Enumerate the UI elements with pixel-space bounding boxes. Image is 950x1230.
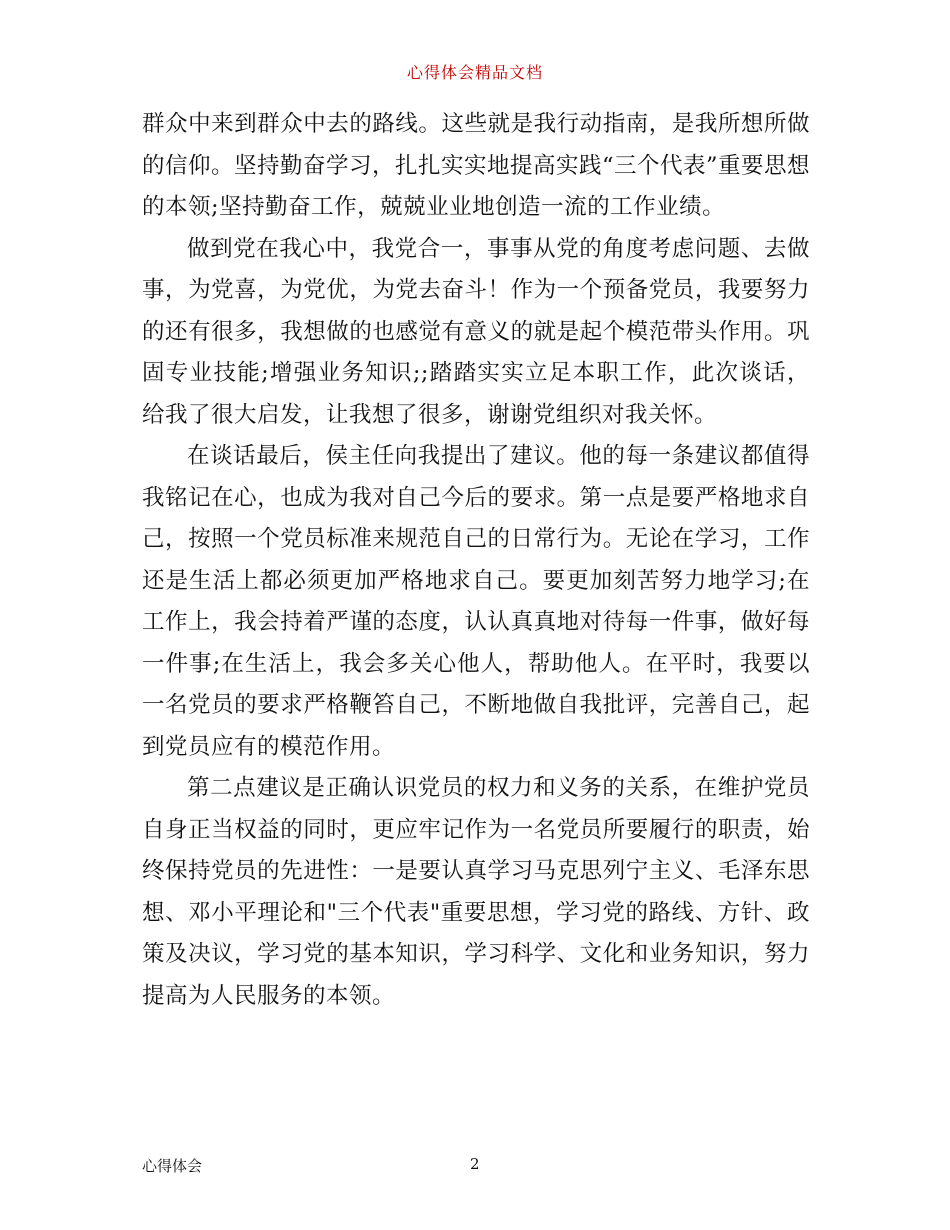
paragraph-3: 在谈话最后，侯主任向我提出了建议。他的每一条建议都值得我铭记在心，也成为我对自己今后的要求。第一点是要严格地求自己，按照一个党员标准来规范自己的日常行为。无论在学习，工作还是生活上都必须更加严格地求自己。要更加刻苦努力地学习;在工作上，我会持着严谨的态度，认认真真地对待每一件事，做好每一件事;在生活上，我会多关心他人，帮助他人。在平时，我要以一名党员的要求严格鞭笞自己，不断地做自我批评，完善自己，起到党员应有的模范作用。 [142,443,810,760]
paragraph-4: 第二点建议是正确认识党员的权力和义务的关系，在维护党员自身正当权益的同时，更应牢记作为一名党员所要履行的职责，始终保持党员的先进性：一是要认真学习马克思列宁主义、毛泽东思想、邓小平理论和"三个代表"重要思想，学习党的路线、方针、政策及决议，学习党的基本知识，学习科学、文化和业务知识，努力提高为人民服务的本领。 [142,775,810,1009]
footer-label: 心得体会 [142,1157,203,1175]
page-header-title: 心得体会精品文档 [406,63,543,82]
paragraph-2: 做到党在我心中，我党合一，事事从党的角度考虑问题、去做事，为党喜，为党优，为党去奋斗！作为一个预备党员，我要努力的还有很多，我想做的也感觉有意义的就是起个模范带头作用。巩固专业技能;增强业务知识;;踏踏实实立足本职工作，此次谈话，给我了很大启发，让我想了很多，谢谢党组织对我关怀。 [142,235,810,428]
footer-page-number: 2 [470,1155,480,1173]
document-body [142,104,810,1017]
paragraph-1: 群众中来到群众中去的路线。这些就是我行动指南，是我所想所做的信仰。坚持勤奋学习，扎扎实实地提高实践“三个代表”重要思想的本领;坚持勤奋工作，兢兢业业地创造一流的工作业绩。 [142,111,811,220]
